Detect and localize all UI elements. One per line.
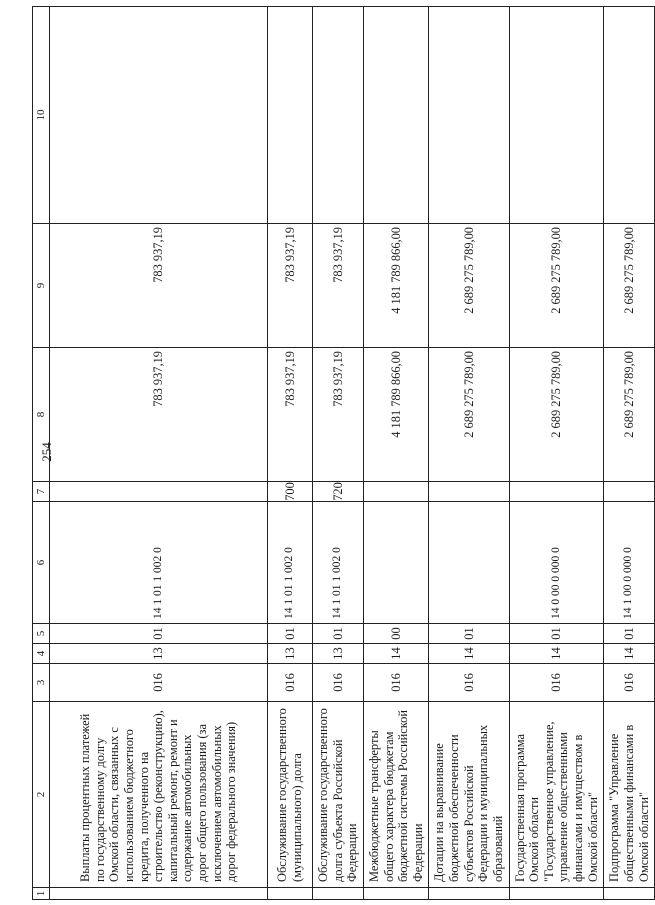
section-code: 13 — [50, 644, 268, 664]
amount-col-8: 2 689 275 789,00 — [509, 348, 604, 482]
amount-col-10 — [363, 7, 429, 224]
amount-col-9: 2 689 275 789,00 — [604, 224, 655, 348]
target-article-code — [429, 502, 509, 624]
subsection-code: 01 — [268, 624, 313, 644]
amount-col-8: 2 689 275 789,00 — [429, 348, 509, 482]
amount-col-8: 2 689 275 789,00 — [604, 348, 655, 482]
header-cell: 3 — [33, 664, 50, 702]
section-code: 14 — [604, 644, 655, 664]
grbs-code: 016 — [509, 664, 604, 702]
row-cell-empty — [509, 888, 604, 900]
subsection-code: 01 — [604, 624, 655, 644]
table-row — [429, 7, 509, 900]
section-code: 13 — [313, 644, 364, 664]
header-cell: 8 — [33, 348, 50, 482]
target-article-code: 14 1 01 1 002 0 — [50, 502, 268, 624]
amount-col-8: 4 181 789 866,00 — [363, 348, 429, 482]
grbs-code: 016 — [604, 664, 655, 702]
expense-type-code: 720 — [313, 482, 364, 502]
expense-name: Государственная программа Омской области "Государственное управление, управление общественными финансами и имуществом в Омской области" — [509, 702, 604, 888]
expense-name: Обслуживание государственного долга субъекта Российской Федерации — [313, 702, 364, 888]
amount-col-8: 783 937,19 — [50, 348, 268, 482]
budget-table — [32, 6, 655, 900]
expense-type-code — [429, 482, 509, 502]
expense-type-code — [509, 482, 604, 502]
header-cell: 5 — [33, 624, 50, 644]
grbs-code: 016 — [429, 664, 509, 702]
amount-col-8: 783 937,19 — [313, 348, 364, 482]
target-article-code: 14 1 01 1 002 0 — [268, 502, 313, 624]
table-row — [604, 7, 655, 900]
amount-col-9: 783 937,19 — [313, 224, 364, 348]
subsection-code: 01 — [313, 624, 364, 644]
expense-type-code — [363, 482, 429, 502]
header-cell: 10 — [33, 7, 50, 224]
header-cell: 4 — [33, 644, 50, 664]
table-row — [363, 7, 429, 900]
amount-col-10 — [604, 7, 655, 224]
amount-col-10 — [313, 7, 364, 224]
amount-col-9: 4 181 789 866,00 — [363, 224, 429, 348]
amount-col-10 — [50, 7, 268, 224]
amount-col-9: 783 937,19 — [268, 224, 313, 348]
expense-name: Выплаты процентных платежей по государственному долгу Омской области, связанных с использованием бюджетного кредита, полученного на строительство (реконструкцию), капитальный ремонт, ремонт и содержание автомобильных дорог общего пользования (за исключением автомобильных дорог федерального значения) — [50, 702, 268, 888]
amount-col-10 — [268, 7, 313, 224]
expense-name: Подпрограмма "Управление общественными финансами в Омской области" — [604, 702, 655, 888]
subsection-code: 01 — [50, 624, 268, 644]
expense-name: Обслуживание государственного (муниципального) долга — [268, 702, 313, 888]
subsection-code: 01 — [509, 624, 604, 644]
expense-type-code: 700 — [268, 482, 313, 502]
amount-col-10 — [509, 7, 604, 224]
expense-type-code — [604, 482, 655, 502]
column-number-row — [33, 7, 50, 900]
amount-col-9: 2 689 275 789,00 — [429, 224, 509, 348]
grbs-code: 016 — [268, 664, 313, 702]
row-cell-empty — [50, 888, 268, 900]
subsection-code: 00 — [363, 624, 429, 644]
target-article-code: 14 1 00 0 000 0 — [604, 502, 655, 624]
table-row — [50, 7, 268, 900]
section-code: 14 — [509, 644, 604, 664]
section-code: 14 — [429, 644, 509, 664]
expense-type-code — [50, 482, 268, 502]
target-article-code — [363, 502, 429, 624]
row-cell-empty — [429, 888, 509, 900]
amount-col-10 — [429, 7, 509, 224]
section-code: 13 — [268, 644, 313, 664]
target-article-code: 14 1 01 1 002 0 — [313, 502, 364, 624]
subsection-code: 01 — [429, 624, 509, 644]
grbs-code: 016 — [313, 664, 364, 702]
grbs-code: 016 — [50, 664, 268, 702]
table-row — [509, 7, 604, 900]
row-cell-empty — [604, 888, 655, 900]
row-cell-empty — [268, 888, 313, 900]
document-sheet — [32, 7, 651, 900]
section-code: 14 — [363, 644, 429, 664]
header-cell: 1 — [33, 888, 50, 900]
expense-name: Межбюджетные трансферты общего характера бюджетам бюджетной системы Российской Федерации — [363, 702, 429, 888]
row-cell-empty — [363, 888, 429, 900]
amount-col-8: 783 937,19 — [268, 348, 313, 482]
table-row — [313, 7, 364, 900]
row-cell-empty — [313, 888, 364, 900]
header-cell: 7 — [33, 482, 50, 502]
table-row — [268, 7, 313, 900]
grbs-code: 016 — [363, 664, 429, 702]
header-cell: 9 — [33, 224, 50, 348]
rotated-table-container — [32, 7, 651, 900]
target-article-code: 14 0 00 0 000 0 — [509, 502, 604, 624]
amount-col-9: 783 937,19 — [50, 224, 268, 348]
page-number: 254 — [39, 442, 54, 462]
amount-col-9: 2 689 275 789,00 — [509, 224, 604, 348]
header-cell: 6 — [33, 502, 50, 624]
expense-name: Дотации на выравнивание бюджетной обеспеченности субъектов Российской Федерации и муниципальных образований — [429, 702, 509, 888]
header-cell: 2 — [33, 702, 50, 888]
